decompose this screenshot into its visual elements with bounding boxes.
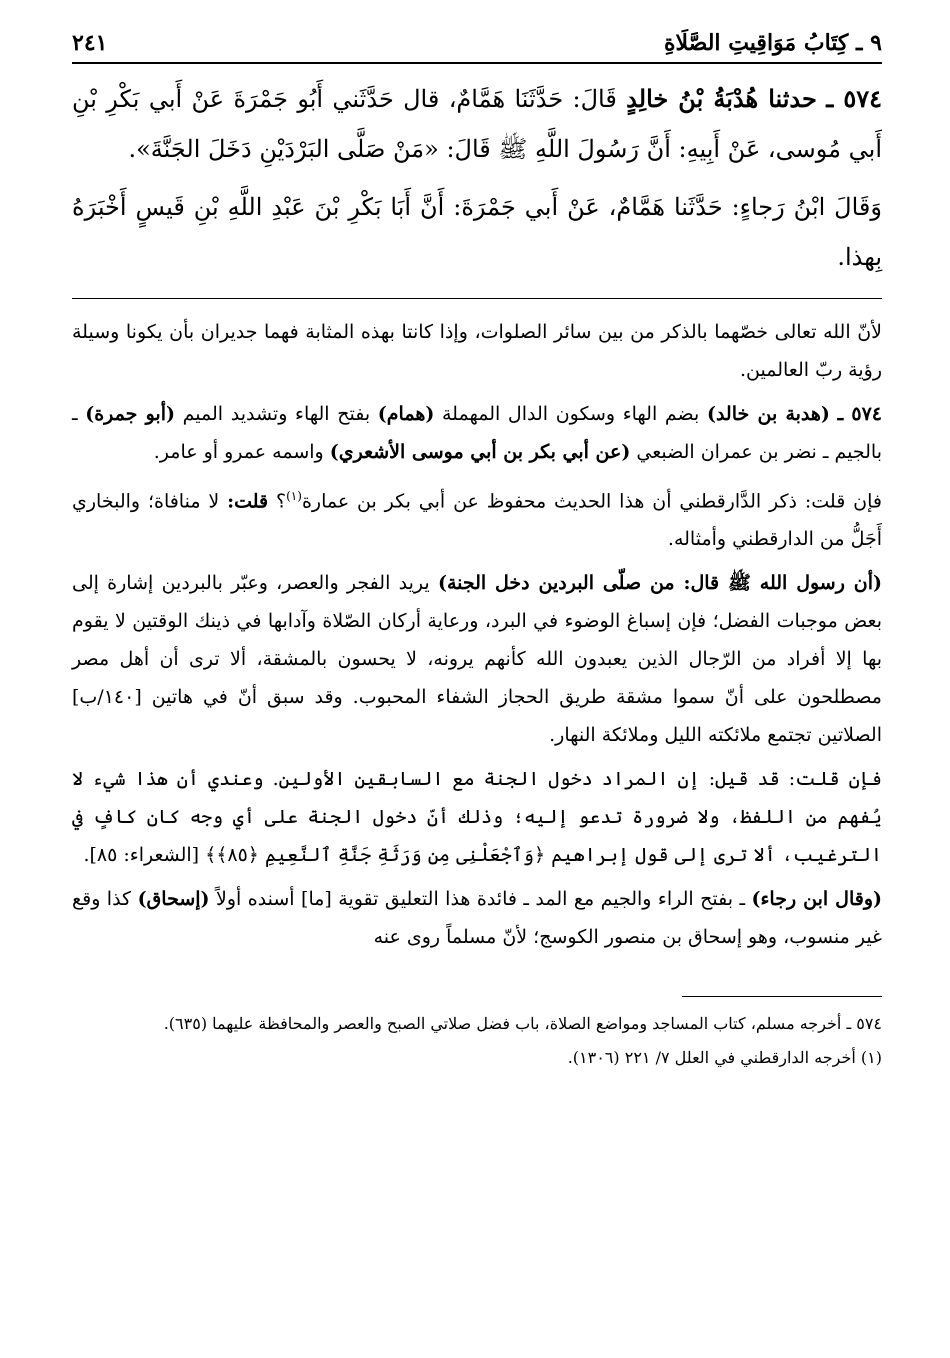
- commentary-paragraph-3: [72, 477, 882, 558]
- footnote-1: ٥٧٤ ـ أخرجه مسلم، كتاب المساجد ومواضع الصلاة، باب فضل صلاتي الصبح والعصر والمحافظة عليهما (٦٣٥).: [163, 1014, 882, 1034]
- divider-line: [72, 298, 882, 299]
- footnote-2: (١) أخرجه الدارقطني في العلل ٧/ ٢٢١ (١٣٠٦).: [567, 1048, 882, 1068]
- chapter-title: ٩ ـ كِتَابُ مَوَاقِيتِ الصَّلَاةِ: [663, 30, 882, 56]
- bold-term: (إسحاق): [137, 888, 210, 911]
- commentary-text: كذا وقع غير منسوب، وهو إسحاق بن منصور الكوسج؛ لأنّ مسلماً روى عنه: [72, 888, 882, 949]
- hadith-narrator: حدثنا هُدْبَةُ بْنُ خالِدٍ: [626, 84, 817, 113]
- hadith-paragraph-2: وَقَالَ ابْنُ رَجاءٍ: حَدَّثَنا هَمَّامٌ، عَنْ أَبي جَمْرَةَ: أَنَّ أَبَا بَكْرِ بْنَ عَبْدِ اللَّهِ بْنِ قَيسٍ أَخْبَرَهُ بِهذا.: [72, 193, 882, 271]
- bold-term: (وقال ابن رجاء): [751, 888, 883, 911]
- commentary-paragraph-4: [72, 564, 882, 754]
- bold-term: قلت:: [227, 490, 269, 513]
- hadith-paragraph-1: [72, 74, 882, 174]
- commentary-number: ٥٧٤ ـ: [837, 403, 882, 425]
- commentary-paragraph-2: [72, 395, 882, 471]
- commentary: [72, 313, 882, 956]
- hadith-text: [72, 74, 882, 282]
- hadith-number: ٥٧٤ ـ: [826, 84, 883, 113]
- footnotes: [72, 1009, 882, 1073]
- book-page: [72, 30, 882, 1077]
- commentary-text: ـ بفتح الراء والجيم مع المد ـ فائدة هذا التعليق تقوية [ما] أسنده أولاً: [216, 888, 746, 911]
- commentary-paragraph-5: فإن قلت: قد قيل: إن المراد دخول الجنة مع السابقين الأولين. وعندي أن هذا شيء لا يُفهم من اللفظ، ولا ضرورة تدعو إليه؛ وذلك أنّ دخول الجنة على أي وجه كان كافٍ في الترغيب، ألا ترى إلى قول إبراهيم ﴿وَٱجْعَلْنِى مِن وَرَثَةِ جَنَّةِ ٱلنَّعِيمِ ﴿٨٥﴾﴾ [الشعراء: ٨٥].: [72, 768, 882, 867]
- commentary-paragraph-6: [72, 880, 882, 956]
- bold-term: (عن أبي بكر بن أبي موسى الأشعري): [329, 441, 631, 463]
- commentary-text: واسمه عمرو أو عامر.: [153, 441, 324, 463]
- bold-term: (أبو جمرة): [85, 403, 175, 425]
- hadith-body: قَالَ: حَدَّثَنَا هَمَّامٌ، قال حَدَّثَني أَبُو جَمْرَةَ عَنْ أَبي بَكْرِ بْنِ أَبي مُوسى، عَنْ أَبِيهِ: أَنَّ رَسُولَ اللَّهِ ﷺ قَالَ: «مَنْ صَلَّى البَرْدَيْنِ دَخَلَ الجَنَّةَ».: [72, 85, 882, 163]
- footnote-ref: (١): [286, 489, 302, 503]
- commentary-text: فإن قلت: ذكر الدَّارقطني أن هذا الحديث محفوظ عن أبي بكر بن عمارة: [301, 490, 882, 513]
- commentary-text: بفتح الهاء وتشديد الميم: [182, 403, 371, 425]
- commentary-text: بضم الهاء وسكون الدال المهملة: [442, 403, 700, 425]
- footnote-divider: [682, 996, 882, 997]
- page-header: [72, 30, 882, 64]
- commentary-text: يريد الفجر والعصر، وعبّر بالبردين إشارة إلى بعض موجبات الفضل؛ فإن إسباغ الوضوء في البرد، ورعاية أركان الصّلاة وآدابها في ذينك الوقتين لا يقوم بها إلا أفراد من الرّجال الذين يعبدون الله كأنهم يرونه، لا يحسون بالمشقة، ألا ترى أن أهل مصر مصطلحون على أنّ سموا مشقة طريق الحجاز الشفاء المحبوب. وقد سبق أنّ في هاتين [١٤٠/ب] الصلاتين تجتمع ملائكته الليل وملائكة النهار.: [72, 572, 882, 747]
- page-number: ٢٤١: [72, 30, 108, 56]
- commentary-text: لا منافاة؛ والبخاري أَجَلُّ من الدارقطني وأمثاله.: [72, 490, 882, 551]
- bold-term: (هدبة بن خالد): [706, 403, 830, 425]
- commentary-paragraph-1: لأنّ الله تعالى خصّهما بالذكر من بين سائر الصلوات، وإذا كانتا بهذه المثابة فهما جديران بأن يكونا وسيلة رؤية ربّ العالمين.: [72, 321, 882, 381]
- commentary-text: ؟: [276, 490, 287, 513]
- bold-term: (أن رسول الله ﷺ قال: من صلّى البردين دخل الجنة): [437, 572, 882, 595]
- bold-term: (همام): [377, 403, 435, 425]
- commentary-text: ـ بالجيم ـ نضر بن عمران الضبعي: [72, 403, 882, 463]
